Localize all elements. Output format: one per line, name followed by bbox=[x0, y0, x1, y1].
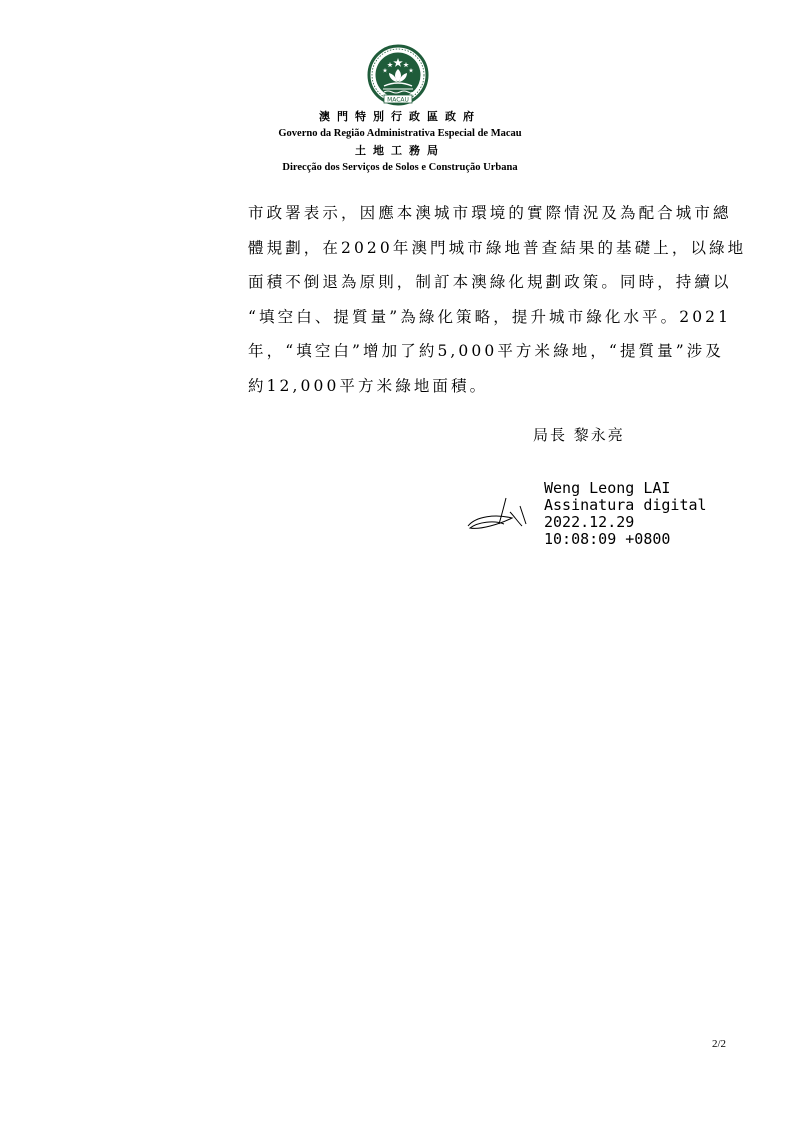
page-number: 2/2 bbox=[712, 1038, 727, 1050]
signature-label: Assinatura digital bbox=[544, 496, 707, 514]
department-name-pt: Direcção dos Serviços de Solos e Construção Urbana bbox=[282, 162, 518, 173]
macau-emblem-icon bbox=[360, 44, 436, 106]
signature-time: 10:08:09 +0800 bbox=[544, 530, 671, 548]
letterhead bbox=[200, 108, 600, 176]
emblem-text: MACAU bbox=[387, 96, 409, 104]
government-name-pt: Governo da Região Administrativa Especial de Macau bbox=[278, 128, 522, 139]
body-paragraph bbox=[248, 196, 747, 403]
body-line: 年，“填空白”增加了約5,000平方米綠地，“提質量”涉及 bbox=[248, 342, 724, 360]
department-name-zh: 土地工務局 bbox=[355, 144, 445, 157]
signature-date: 2022.12.29 bbox=[544, 513, 635, 531]
body-line: “填空白、提質量”為綠化策略，提升城市綠化水平。2021 bbox=[248, 307, 732, 326]
signatory-name: 局長 黎永亮 bbox=[533, 426, 625, 444]
body-line: 市政署表示，因應本澳城市環境的實際情況及為配合城市總 bbox=[248, 204, 732, 222]
digital-signature bbox=[544, 480, 707, 548]
handwritten-signature bbox=[466, 494, 532, 534]
body-line: 面積不倒退為原則，制訂本澳綠化規劃政策。同時，持續以 bbox=[248, 273, 732, 291]
body-line: 體規劃，在2020年澳門城市綠地普查結果的基礎上，以綠地 bbox=[248, 238, 747, 257]
government-name-zh: 澳門特別行政區政府 bbox=[319, 110, 481, 123]
signer-name: Weng Leong LAI bbox=[544, 479, 671, 497]
body-line: 約12,000平方米綠地面積。 bbox=[248, 376, 489, 395]
